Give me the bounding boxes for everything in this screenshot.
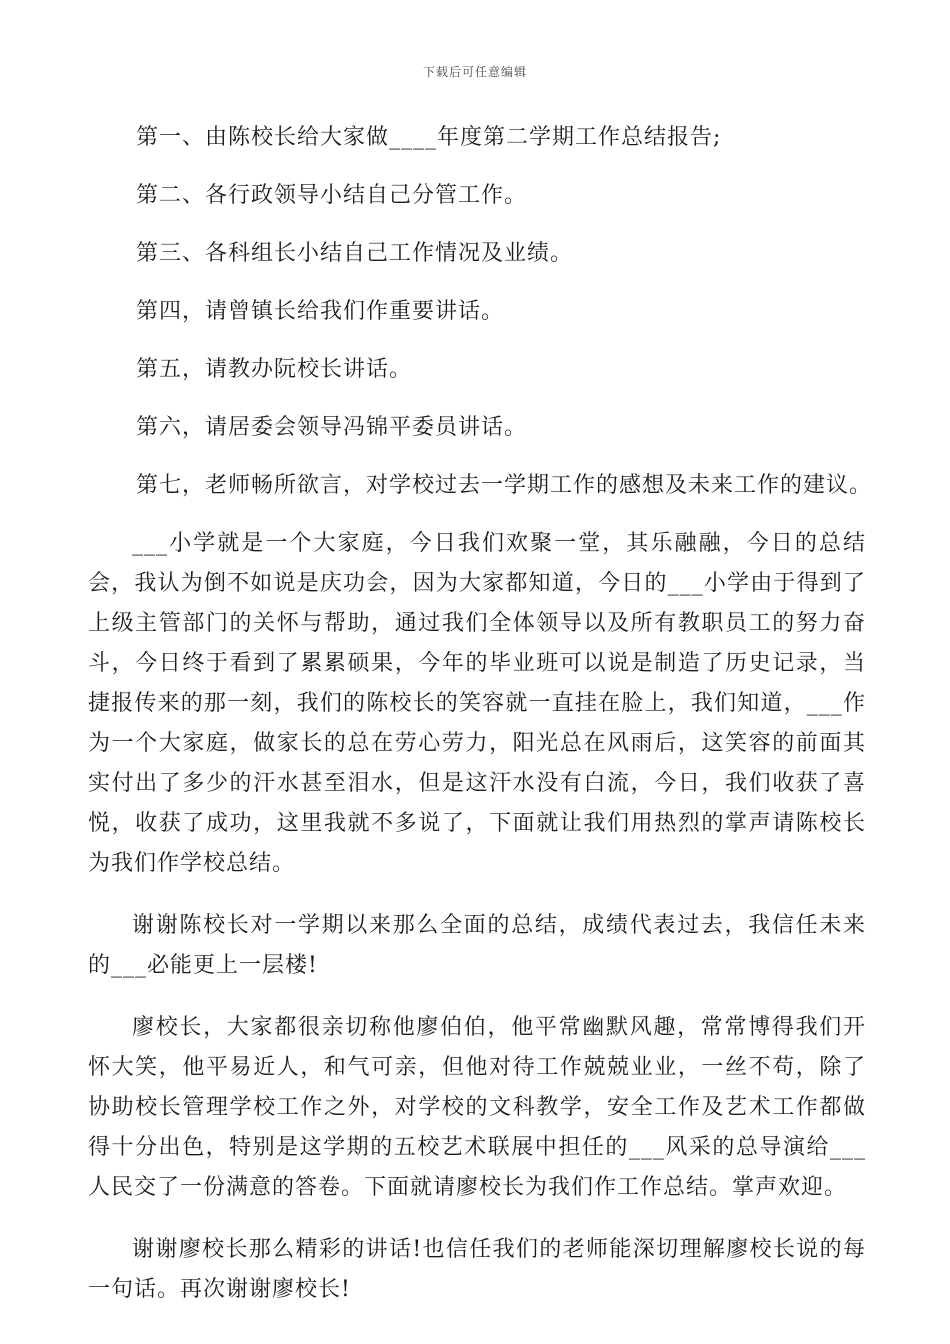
agenda-item-5: 第五，请教办阮校长讲话。: [136, 357, 413, 382]
paragraph-thanks-chen: 谢谢陈校长对一学期以来那么全面的总结，成绩代表过去，我信任未来的___必能更上一层楼!: [88, 913, 866, 978]
document-body: [88, 118, 873, 1310]
agenda-item-2: 第二、各行政领导小结自己分管工作。: [136, 183, 528, 208]
agenda-item-7: 第七，老师畅所欲言，对学校过去一学期工作的感想及未来工作的建议。: [136, 473, 873, 498]
paragraph-thanks-liao: 谢谢廖校长那么精彩的讲话!也信任我们的老师能深切理解廖校长说的每一句话。再次谢谢廖校长!: [88, 1237, 866, 1302]
paragraph-family: ___小学就是一个大家庭，今日我们欢聚一堂，其乐融融，今日的总结会，我认为倒不如说是庆功会，因为大家都知道，今日的___小学由于得到了上级主管部门的关怀与帮助，通过我们全体领导以及所有教职员工的努力奋斗，今日终于看到了累累硕果，今年的毕业班可以说是制造了历史记录，当捷报传来的那一刻，我们的陈校长的笑容就一直挂在脸上，我们知道，___作为一个大家庭，做家长的总在劳心劳力，阳光总在风雨后，这笑容的前面其实付出了多少的汗水甚至泪水，但是这汗水没有白流，今日，我们收获了喜悦，收获了成功，这里我就不多说了，下面就让我们用热烈的掌声请陈校长为我们作学校总结。: [88, 531, 866, 876]
agenda-item-3: 第三、各科组长小结自己工作情况及业绩。: [136, 241, 574, 266]
page-header: 下载后可任意编辑: [422, 65, 527, 79]
paragraph-intro-liao: 廖校长，大家都很亲切称他廖伯伯，他平常幽默风趣，常常博得我们开怀大笑，他平易近人，和气可亲，但他对待工作兢兢业业，一丝不苟，除了协助校长管理学校工作之外，对学校的文科教学，安全工作及艺术工作都做得十分出色，特别是这学期的五校艺术联展中担任的___风采的总导演给___人民交了一份满意的答卷。下面就请廖校长为我们作工作总结。掌声欢迎。: [88, 1015, 866, 1200]
agenda-item-1: 第一、由陈校长给大家做____年度第二学期工作总结报告;: [136, 125, 722, 150]
agenda-item-4: 第四，请曾镇长给我们作重要讲话。: [136, 299, 505, 324]
agenda-item-6: 第六，请居委会领导冯锦平委员讲话。: [136, 415, 528, 440]
